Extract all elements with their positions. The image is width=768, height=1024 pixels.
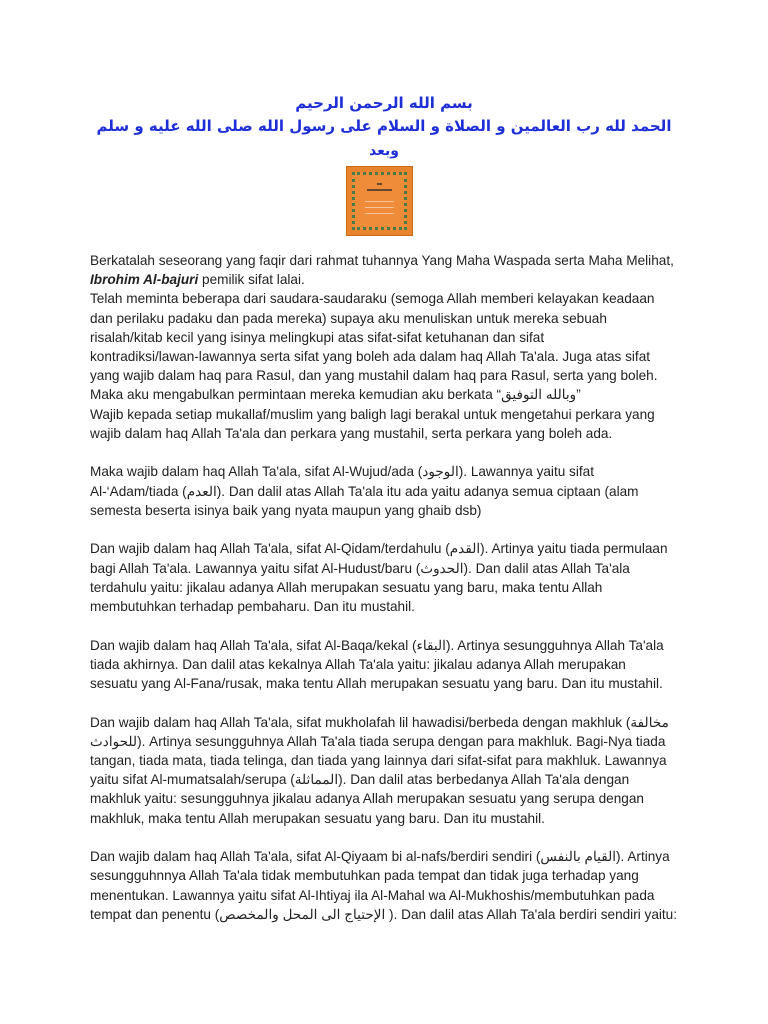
text-line: Telah meminta beberapa dari saudara-saudaraku (semoga Allah memberi kelayakan keadaan [90,291,655,307]
text-line: Dan wajib dalam haq Allah Ta'ala, sifat Al-Baqa/kekal (البقاء). Artinya sesungguhnya Allah Ta'ala [90,637,664,653]
text-line: Berkatalah seseorang yang faqir dari rahmat tuhannya Yang Maha Waspada serta Maha Melihat, [90,253,674,268]
wabadu-heading: وبعد [369,143,399,159]
text-line: tangan, tiada mata, tiada telinga, dan tiada yang lainnya dari sifat-sifat para makhluk. Lawannya [90,753,667,769]
hamdalah-heading: الحمد لله رب العالمين و الصلاة و السلام على رسول الله صلى الله عليه و سلم [96,117,672,135]
text-line: membutuhkan terhadap pembaharu. Dan itu mustahil. [90,599,415,615]
text-line: Dan wajib dalam haq Allah Ta'ala, sifat mukholafah lil hawadisi/berbeda dengan makhluk (مخالفة [90,714,669,730]
text-line: terdahulu yaitu: jikalau adanya Allah merupakan sesuatu yang baru, maka tentu Allah [90,579,603,595]
text-line: makhluk, maka tentu Allah merupakan sesuatu yang baru. Dan itu mustahil. [90,810,545,826]
text-fragment: pemilik sifat lalai. [198,272,305,288]
sifat-paragraph [90,847,730,924]
author-name: Ibrohim Al-bajuri [90,272,199,288]
book-cover-image [346,166,413,236]
text-line: sesuatu yang Al-Fana/rusak, maka tentu Allah merupakan sesuatu yang baru. Dan itu mustahil. [90,676,663,692]
text-line [90,270,730,289]
text-line: dan perilaku padaku dan pada mereka) supaya aku menuliskan untuk mereka sebuah [90,310,607,326]
text-line: Al-‘Adam/tiada (العدم). Dan dalil atas Allah Ta'ala itu ada yaitu adanya semua ciptaan (alam [90,483,639,499]
sifat-paragraph [90,539,730,616]
text-line: tiada akhirnya. Dan dalil atas kekalnya Allah Ta'ala yaitu: jikalau adanya Allah merupakan [90,656,626,672]
text-line: Dan wajib dalam haq Allah Ta'ala, sifat Al-Qiyaam bi al-nafs/berdiri sendiri (القيام بالنفس). Artinya [90,849,670,865]
sifat-paragraph [90,636,730,694]
text-line: kontradiksi/lawan-lawannya serta sifat yang boleh ada dalam haq Allah Ta'ala. Juga atas sifat [90,349,651,365]
text-line: Maka aku mengabulkan permintaan mereka kemudian aku berkata “وبالله التوفيق” [90,387,581,403]
intro-paragraph [90,251,730,443]
text-line: tempat dan penentu (الإحتياج الى المحل والمخصص ). Dan dalil atas Allah Ta'ala berdiri sendiri yaitu: [90,906,678,922]
sifat-paragraph [90,713,730,828]
basmalah-heading: بسم الله الرحمن الرحيم [295,94,473,112]
text-line: makhluk yaitu: sesungguhnya jikalau adanya Allah merupakan sesuatu yang serupa dengan [90,791,644,807]
document-body [90,251,730,943]
text-line: yang wajib dalam haq para Rasul, dan yang mustahil dalam haq para Rasul, serta yang boleh. [90,368,658,384]
text-line: risalah/kitab kecil yang isinya melingkupi atas sifat-sifat ketuhanan dan sifat [90,329,545,345]
text-line: Dan wajib dalam haq Allah Ta'ala, sifat Al-Qidam/terdahulu (القدم). Artinya yaitu tiada permulaan [90,541,668,557]
text-line: yaitu sifat Al-mumatsalah/serupa (المماثلة). Dan dalil atas berbedanya Allah Ta'ala dengan [90,772,630,788]
text-line: sesungguhnnya Allah Ta'ala tidak membutuhkan pada tempat dan tidak juga terhadap yang [90,868,639,884]
text-line: menentukan. Lawannya yaitu sifat Al-Ihtiyaj ila Al-Mahal wa Al-Mukhoshis/membutuhkan pada [90,887,655,903]
text-line: للحوادث). Artinya sesungguhnya Allah Ta'ala tiada serupa dengan para makhluk. Bagi-Nya tiada [90,733,666,749]
text-line: Wajib kepada setiap mukallaf/muslim yang baligh lagi berakal untuk mengetahui perkara yang [90,406,655,422]
text-line: bagi Allah Ta'ala. Lawannya yaitu sifat Al-Hudust/baru (الحدوث). Dan dalil atas Allah Ta'ala [90,560,630,576]
text-line: Maka wajib dalam haq Allah Ta'ala, sifat Al-Wujud/ada (الوجود). Lawannya yaitu sifat [90,464,594,480]
book-cover-border [352,172,407,230]
text-line: wajib dalam haq Allah Ta'ala dan perkara yang mustahil, serta perkara yang boleh ada. [90,425,613,441]
sifat-paragraph [90,462,730,520]
text-line: semesta beserta isinya baik yang nyata maupun yang ghaib dsb) [90,502,482,518]
